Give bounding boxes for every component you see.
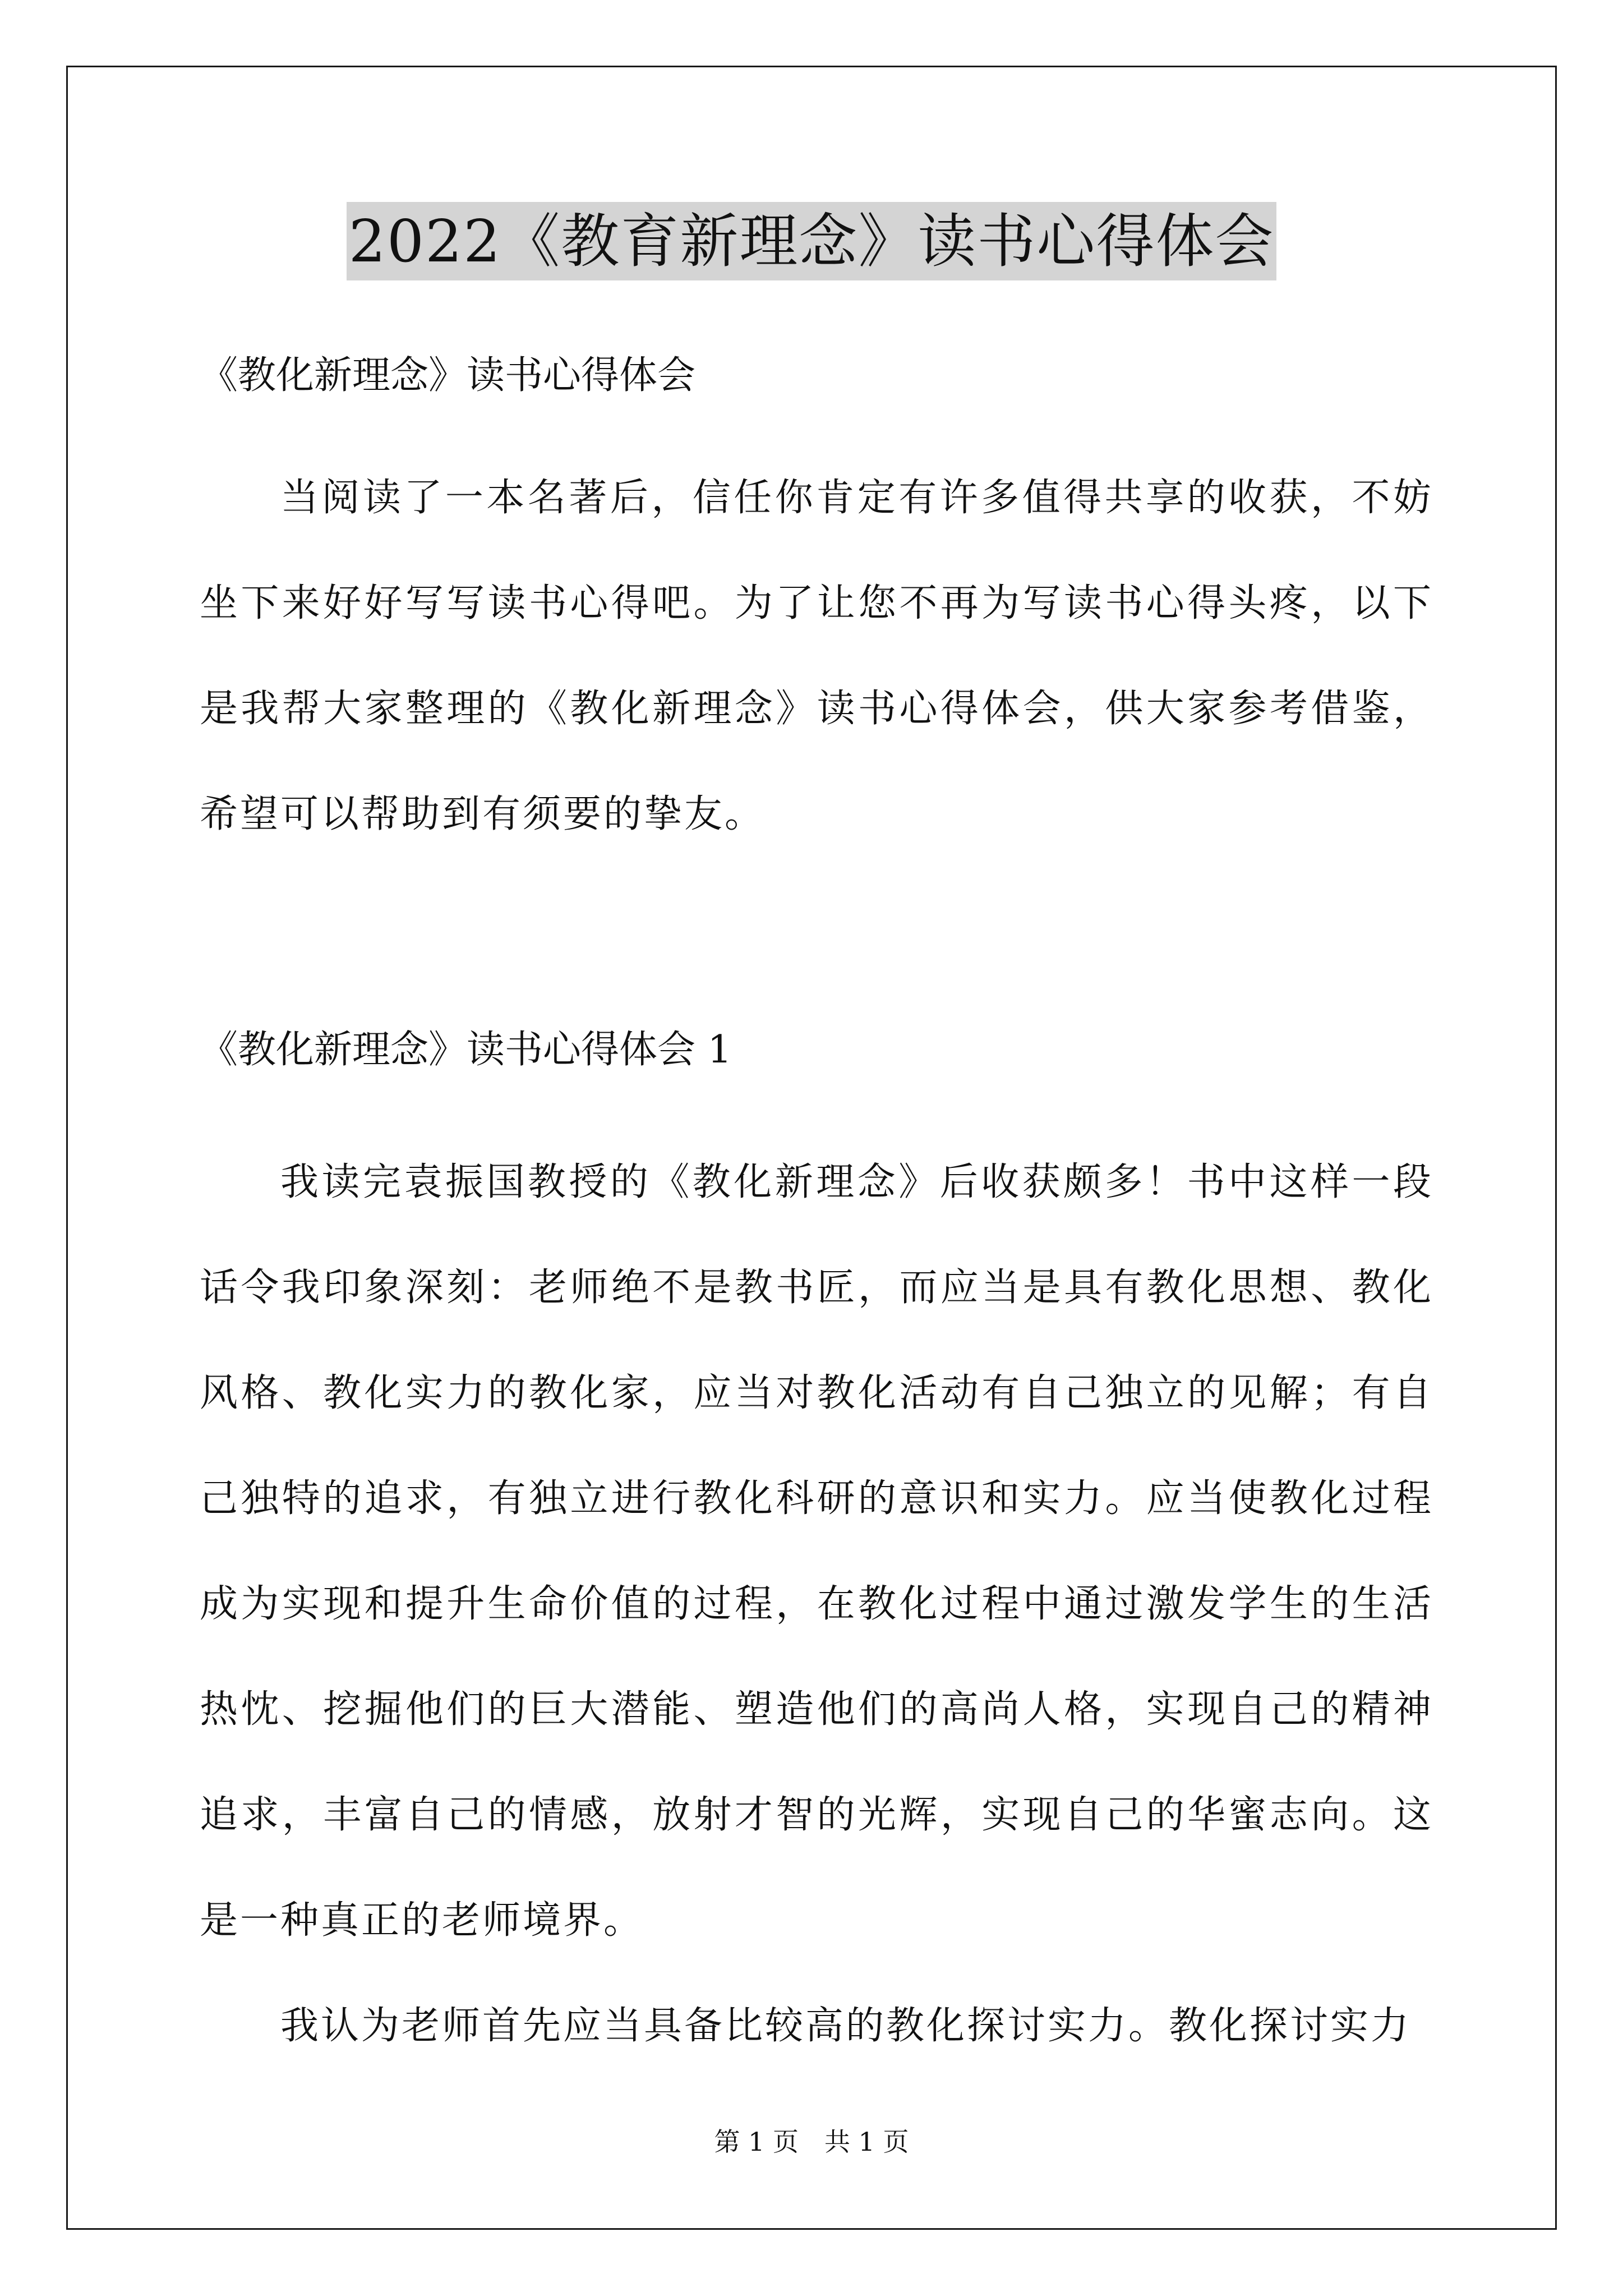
title-container xyxy=(0,202,1623,280)
body-paragraph-2: 我认为老师首先应当具备比较高的教化探讨实力。教化探讨实力 xyxy=(280,2004,1412,2048)
intro-paragraph: 当阅读了一本名著后，信任你肯定有许多值得共享的收获，不妨坐下来好好写写读书心得吧。为了让您不再为写读书心得头疼，以下是我帮大家整理的《教化新理念》读书心得体会，供大家参考借鉴，希望可以帮助到有须要的挚友。 xyxy=(200,476,1433,836)
page-footer: 第 1 页 共 1 页 xyxy=(714,2127,909,2157)
document-title: 2022《教育新理念》读书心得体会 xyxy=(347,202,1277,280)
section-heading-main: 《教化新理念》读书心得体会 xyxy=(200,353,696,398)
section-heading-1: 《教化新理念》读书心得体会 1 xyxy=(200,1028,732,1072)
document-body xyxy=(200,348,1433,2079)
body-paragraph-1: 我读完袁振国教授的《教化新理念》后收获颇多！书中这样一段话令我印象深刻：老师绝不是教书匠，而应当是具有教化思想、教化风格、教化实力的教化家，应当对教化活动有自己独立的见解；有自己独特的追求，有独立进行教化科研的意识和实力。应当使教化过程成为实现和提升生命价值的过程，在教化过程中通过激发学生的生活热忱、挖掘他们的巨大潜能、塑造他们的高尚人格，实现自己的精神追求，丰富自己的情感，放射才智的光辉，实现自己的华蜜志向。这是一种真正的老师境界。 xyxy=(200,1160,1433,1943)
